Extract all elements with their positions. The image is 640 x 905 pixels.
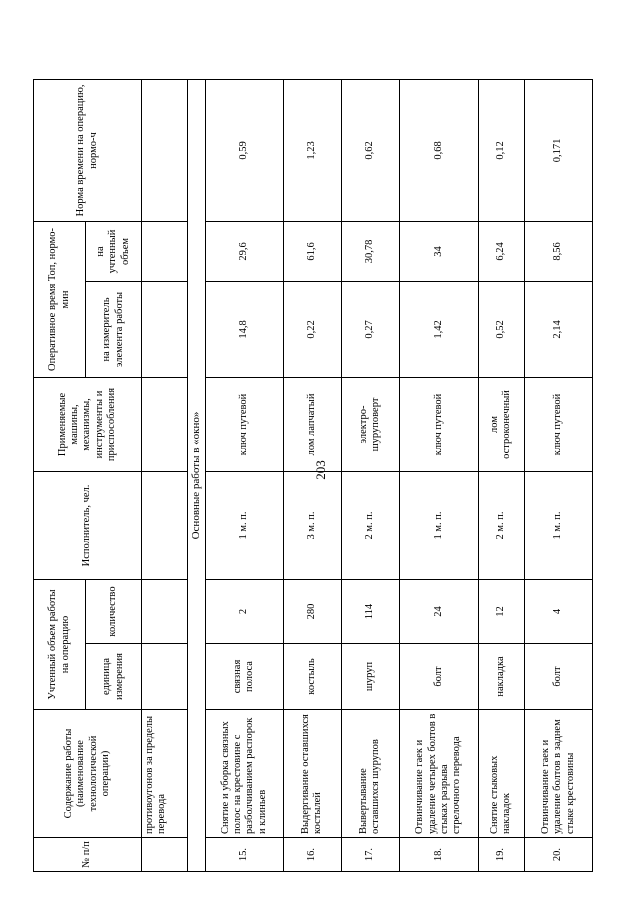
row-unit: связная полоса bbox=[205, 644, 283, 710]
norms-table bbox=[33, 79, 593, 872]
row-num: 16. bbox=[283, 838, 341, 872]
table-row bbox=[524, 79, 592, 871]
row-unit: болт bbox=[524, 644, 592, 710]
page-number: 203 bbox=[313, 460, 328, 480]
row-content: Вывертывание оставшихся шурупов bbox=[341, 710, 399, 838]
row-time-unit: 0,22 bbox=[283, 281, 341, 377]
continuation-text: противоугонов за пределы перевода bbox=[142, 710, 188, 838]
row-num: 17. bbox=[341, 838, 399, 872]
row-content: Снятие стыковых накладок bbox=[478, 710, 524, 838]
header-quantity: количество bbox=[86, 579, 142, 643]
row-num: 20. bbox=[524, 838, 592, 872]
row-unit: шуруп bbox=[341, 644, 399, 710]
row-tool: ключ путевой bbox=[399, 377, 478, 471]
header-time-unit: на измеритель элемента работы bbox=[86, 281, 142, 377]
header-unit: единица измерения bbox=[86, 644, 142, 710]
row-qty: 280 bbox=[283, 579, 341, 643]
row-time-volume: 30,78 bbox=[341, 221, 399, 281]
row-content: Отвинчивание гаек и удаление четырех болтов в стыках разрыва стрелочного перевода bbox=[399, 710, 478, 838]
row-norm: 1,23 bbox=[283, 79, 341, 221]
row-tool: лом лапчатый bbox=[283, 377, 341, 471]
table-row bbox=[205, 79, 283, 871]
header-num: № п/п bbox=[34, 838, 142, 872]
row-tool: ключ путевой bbox=[524, 377, 592, 471]
row-norm: 0,12 bbox=[478, 79, 524, 221]
row-unit: болт bbox=[399, 644, 478, 710]
row-qty: 2 bbox=[205, 579, 283, 643]
row-qty: 114 bbox=[341, 579, 399, 643]
row-num: 15. bbox=[205, 838, 283, 872]
row-executor: 2 м. п. bbox=[341, 471, 399, 579]
row-content: Выдергивание оставшихся костылей bbox=[283, 710, 341, 838]
table-row bbox=[283, 79, 341, 871]
row-content: Отвинчивание гаек и удаление болтов в заднем стыке крестовины bbox=[524, 710, 592, 838]
row-time-volume: 34 bbox=[399, 221, 478, 281]
row-content: Снятие и уборка связных полос на крестовине с разболчиванием распорок и клиньев bbox=[205, 710, 283, 838]
row-time-unit: 1,42 bbox=[399, 281, 478, 377]
row-tool: лом остроконечный bbox=[478, 377, 524, 471]
header-content: Содержание работы (наименование технологической операции) bbox=[34, 710, 142, 838]
section-row bbox=[188, 79, 206, 871]
table-row bbox=[478, 79, 524, 871]
header-executor: Исполнитель, чел. bbox=[34, 471, 142, 579]
row-executor: 3 м. п. bbox=[283, 471, 341, 579]
row-time-unit: 2,14 bbox=[524, 281, 592, 377]
section-title: Основные работы в «окно» bbox=[188, 79, 206, 871]
row-time-volume: 8,56 bbox=[524, 221, 592, 281]
row-tool: ключ путевой bbox=[205, 377, 283, 471]
row-qty: 24 bbox=[399, 579, 478, 643]
row-executor: 1 м. п. bbox=[205, 471, 283, 579]
row-time-unit: 0,27 bbox=[341, 281, 399, 377]
row-executor: 1 м. п. bbox=[399, 471, 478, 579]
header-volume-group: Учтенный объем работы на операцию bbox=[34, 579, 86, 709]
row-norm: 0,68 bbox=[399, 79, 478, 221]
row-unit: накладка bbox=[478, 644, 524, 710]
row-qty: 4 bbox=[524, 579, 592, 643]
row-time-volume: 61,6 bbox=[283, 221, 341, 281]
continuation-row bbox=[142, 79, 188, 871]
row-time-unit: 0,52 bbox=[478, 281, 524, 377]
row-tool: электро-шуруповерт bbox=[341, 377, 399, 471]
row-executor: 1 м. п. bbox=[524, 471, 592, 579]
row-num: 18. bbox=[399, 838, 478, 872]
table-row bbox=[341, 79, 399, 871]
row-qty: 12 bbox=[478, 579, 524, 643]
row-norm: 0,62 bbox=[341, 79, 399, 221]
table-row bbox=[399, 79, 478, 871]
header-time-volume: на учтенный объем bbox=[86, 221, 142, 281]
header-norm: Норма времени на операцию, нормо-ч bbox=[34, 79, 142, 221]
row-time-volume: 6,24 bbox=[478, 221, 524, 281]
row-norm: 0,59 bbox=[205, 79, 283, 221]
row-unit: костыль bbox=[283, 644, 341, 710]
rotated-table-wrapper bbox=[33, 80, 588, 872]
row-time-unit: 14,8 bbox=[205, 281, 283, 377]
row-time-volume: 29,6 bbox=[205, 221, 283, 281]
header-time-group: Оперативное время Топ, нормо-мин bbox=[34, 221, 86, 377]
header-machines: Применяемые машины, механизмы, инструменты и приспособления bbox=[34, 377, 142, 471]
row-norm: 0,171 bbox=[524, 79, 592, 221]
row-executor: 2 м. п. bbox=[478, 471, 524, 579]
row-num: 19. bbox=[478, 838, 524, 872]
